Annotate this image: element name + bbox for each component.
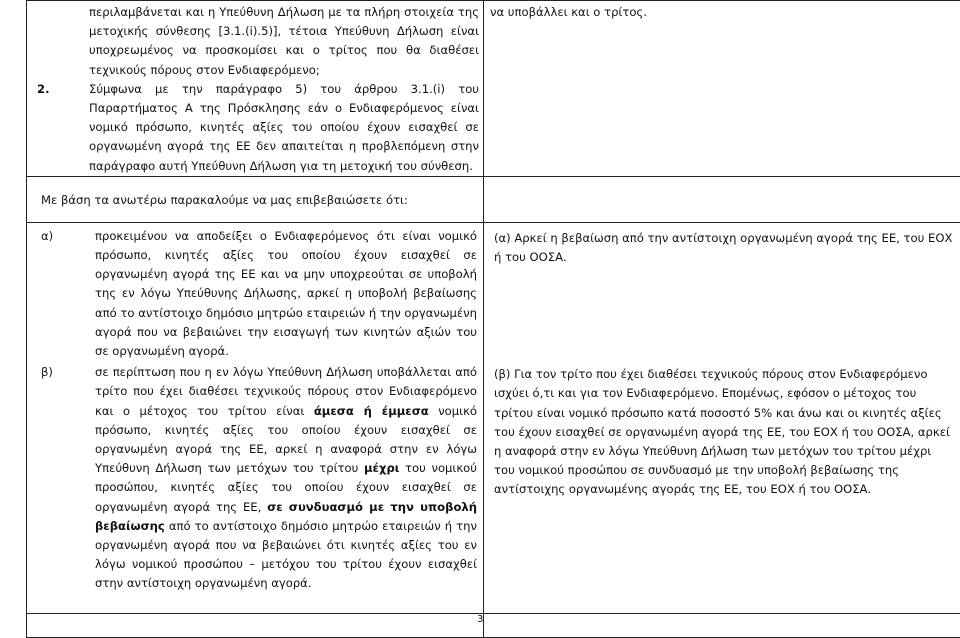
document-table [26, 0, 960, 638]
question-b-bold-1: άμεσα ή έμμεσα [314, 404, 429, 418]
question-b-text-4: από το αντίστοιχο δημόσιο μητρώο εταιρειών ή την οργανωμένη αγορά που να βεβαιώνει ότι κινητές αξίες του εν λόγω νομικού προσώπου – μετόχου του τρίτου έχουν εισαχθεί στην αντίστοιχη οργανωμένη αγορά. [95, 519, 477, 591]
page-number: 3 [477, 614, 483, 625]
intro-text: Με βάση τα ανωτέρω παρακαλούμε να μας επιβεβαιώσετε ότι: [27, 177, 483, 209]
intro-cell [27, 176, 484, 222]
top-left-cell [27, 1, 484, 177]
top-right-text: να υποβάλλει και ο τρίτος. [490, 5, 647, 19]
continued-paragraph: περιλαμβάνεται και η Υπεύθυνη Δήλωση με τα πλήρη στοιχεία της μετοχικής σύνθεσης [3.1.(i).5)], τέτοια Υπεύθυνη Δήλωση είναι υποχρεωμένος να προσκομίσει και ο τρίτος που θα διαθέσει τεχνικούς πόρους στον Ενδιαφερόμενο; [89, 3, 479, 80]
answer-b: (β) Για τον τρίτο που έχει διαθέσει τεχνικούς πόρους στον Ενδιαφερόμενο ισχύει ό,τι και για τον Ενδιαφερόμενο. Επομένως, εφόσον ο μέτοχος του τρίτου είναι νομικό πρόσωπο κατά ποσοστό 5% και άνω και οι κινητές αξίες του έχουν εισαχθεί σε οργανωμένη αγορά της ΕΕ, του ΕΟΧ ή του ΟΟΣΑ, αρκεί η αναφορά στην εν λόγω Υπεύθυνη Δήλωση των μετόχων του τρίτου μέχρι του νομικού προσώπου σε συνδυασμό με την υποβολή βεβαίωσης της αντίστοιχης οργανωμένης αγοράς της ΕΕ, του ΕΟΧ ή του ΟΟΣΑ. [484, 365, 960, 499]
answer-a: (α) Αρκεί η βεβαίωση από την αντίστοιχη οργανωμένη αγορά της ΕΕ, του ΕΟΧ ή του ΟΟΣΑ. [484, 223, 960, 267]
answers-cell [484, 222, 960, 613]
questions-cell [27, 222, 484, 613]
question-b-bold-2: μέχρι [364, 461, 399, 475]
question-b-text-1: σε περίπτωση που η εν λόγω Υπεύθυνη Δήλωση υποβάλλεται από τρίτο που έχει διαθέσει τεχνικούς πόρους στον Ενδιαφερόμενο και ο μέτοχος του τρίτου είναι [95, 365, 477, 417]
question-b [27, 363, 483, 593]
top-right-cell [484, 1, 960, 177]
question-b-bold-3: σε συνδυασμό με την υποβολή βεβαίωσης [95, 500, 477, 533]
question-a-label: α) [41, 227, 53, 246]
question-a [27, 227, 483, 361]
item-2-text: Σύμφωνα με την παράγραφο 5) του άρθρου 3.1.(i) του Παραρτήματος Α της Πρόσκλησης εάν ο Ενδιαφερόμενος είναι νομικό πρόσωπο, κινητές αξίες του οποίου έχουν εισαχθεί σε οργανωμένη αγορά της ΕΕ δεν απαιτείται η προβλεπόμενη στην παράγραφο αυτή Υπεύθυνη Δήλωση για τη μετοχική του σύνθεση. [89, 82, 479, 173]
question-b-text-2: νομικό πρόσωπο, κινητές αξίες του οποίου έχουν εισαχθεί σε οργανωμένη αγορά της ΕΕ, αρκεί η αναφορά στην εν λόγω Υπεύθυνη Δήλωση των μετόχων του τρίτου [95, 404, 477, 476]
question-b-label: β) [41, 363, 53, 382]
bottom-right-cell [484, 613, 960, 637]
item-2 [33, 80, 479, 176]
question-a-text: προκειμένου να αποδείξει ο Ενδιαφερόμενος ότι είναι νομικό πρόσωπο, κινητές αξίες του οποίου έχουν εισαχθεί σε οργανωμένη αγορά της ΕΕ και να μην υποχρεούται σε υποβολή της εν λόγω Υπεύθυνης Δήλωσης, αρκεί η υποβολή βεβαίωσης από το αντίστοιχο δημόσιο μητρώο εταιρειών ή την οργανωμένη αγορά που να βεβαιώνει την εισαγωγή των κινητών αξιών του σε οργανωμένη αγορά. [95, 229, 477, 358]
item-2-number: 2. [37, 80, 49, 99]
question-b-text-3: του νομικού προσώπου, κινητές αξίες του οποίου έχουν εισαχθεί σε οργανωμένη αγορά της ΕΕ, [95, 461, 477, 513]
intro-right-cell [484, 176, 960, 222]
bottom-left-cell [27, 613, 484, 637]
